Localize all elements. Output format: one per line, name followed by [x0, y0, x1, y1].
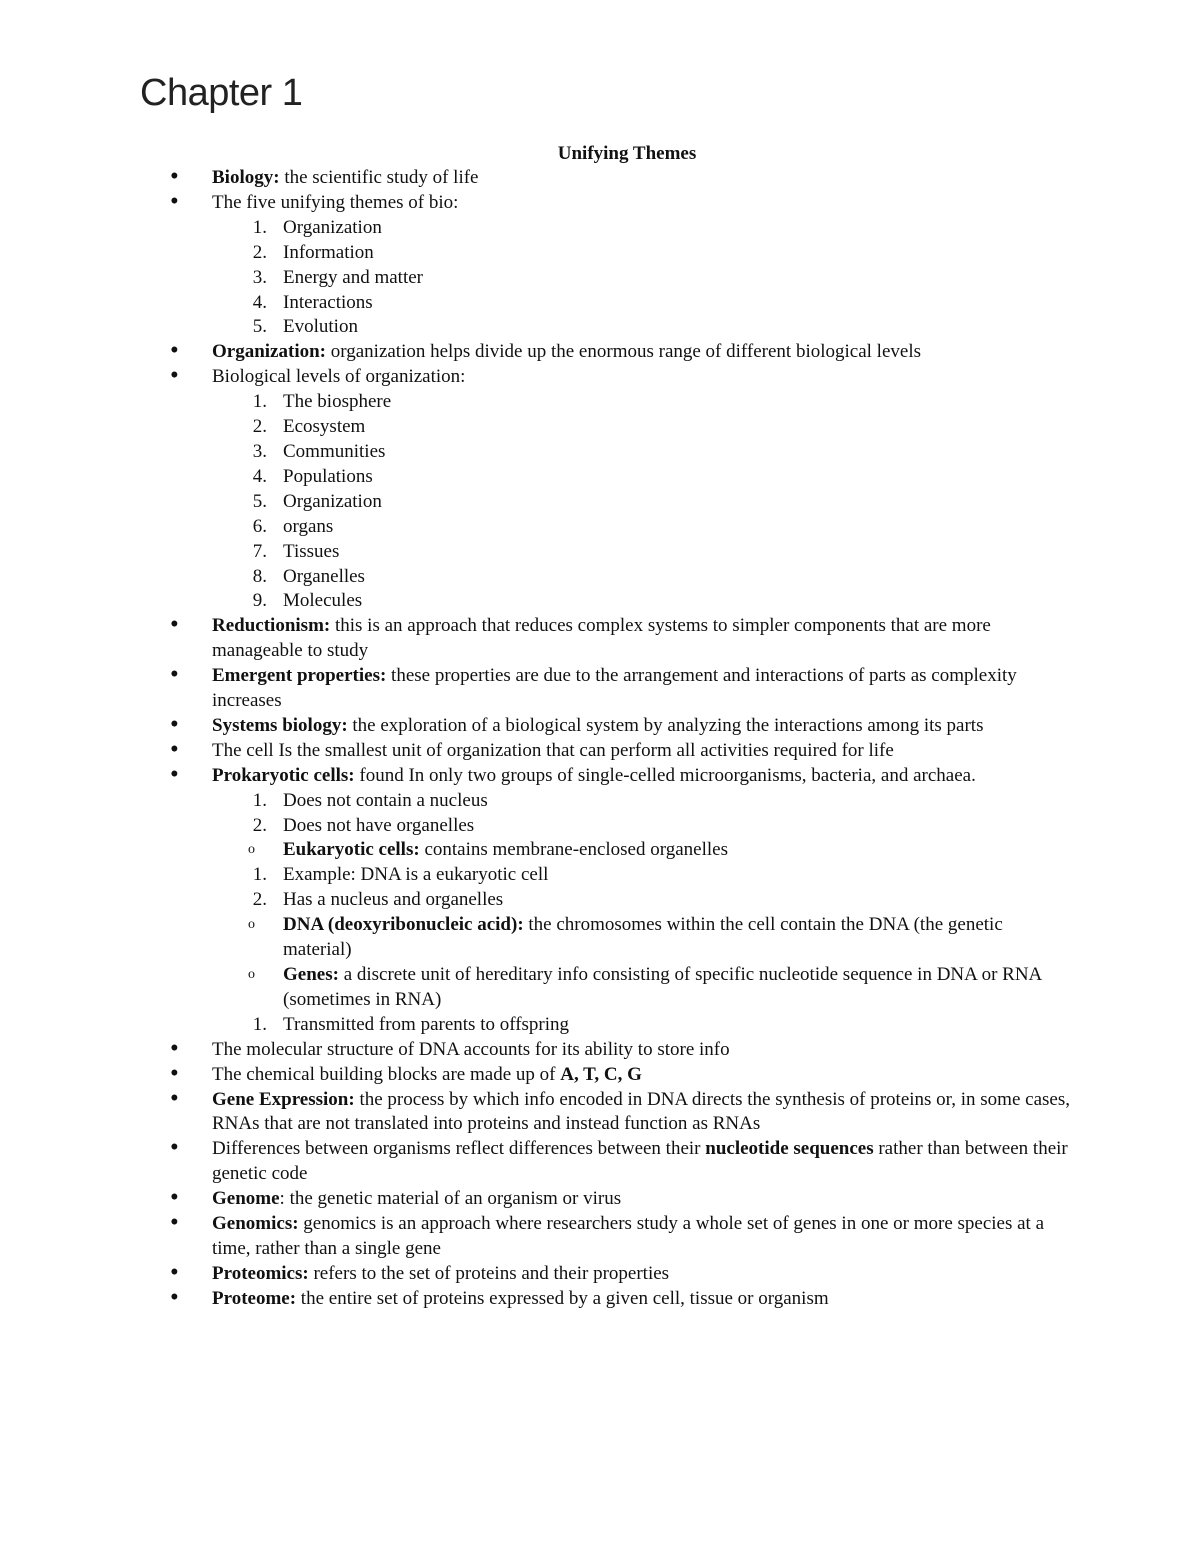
item-term: Genomics: — [212, 1213, 299, 1235]
item-text: Does not contain a nucleus — [283, 789, 488, 811]
item-text: refers to the set of proteins and their properties — [308, 1262, 670, 1284]
item-term: Reductionism: — [212, 615, 331, 637]
item-text: Tissues — [283, 540, 340, 562]
item-text: Biological levels of organization: — [212, 366, 466, 388]
item-text: the scientific study of life — [279, 167, 479, 188]
item-text: The chemical building blocks are made up of — [212, 1063, 561, 1085]
item-term: Genes: — [283, 964, 339, 985]
item-text: organization helps divide up the enormous range of different biological levels — [326, 341, 921, 363]
bullet-item — [0, 1184, 1200, 1212]
bullet-item — [0, 611, 1200, 664]
sub-list-item — [0, 963, 1200, 1013]
sub-list-item — [0, 540, 1200, 565]
bullet-marker: • — [170, 1258, 179, 1286]
bullet-item — [0, 1258, 1200, 1287]
number-marker: 1. — [252, 789, 267, 811]
bullet-item — [0, 1209, 1200, 1262]
bullet-marker: • — [170, 1184, 179, 1212]
item-text: Interactions — [283, 291, 373, 313]
bullet-marker: • — [170, 1209, 179, 1237]
item-text: Ecosystem — [283, 416, 366, 438]
number-marker: 1. — [252, 864, 267, 886]
item-text: a discrete unit of hereditary info consisting of specific nucleotide sequence in DNA or RNA (sometimes in RNA) — [283, 964, 1042, 1010]
item-text: Has a nucleus and organelles — [283, 889, 504, 911]
item-term: Gene Expression: — [212, 1088, 355, 1110]
number-marker: 3. — [252, 266, 267, 288]
item-text: Organization — [283, 490, 382, 512]
notes-list — [0, 163, 1200, 1312]
bullet-item — [0, 1084, 1200, 1138]
item-text: Evolution — [283, 316, 358, 338]
item-term: DNA (deoxyribonucleic acid): — [283, 914, 524, 936]
item-text: Populations — [283, 465, 373, 487]
item-term: Prokaryotic cells: — [212, 764, 355, 786]
sub-list-item — [0, 241, 1200, 266]
item-text: the process by which info encoded in DNA directs the synthesis of proteins or, in some cases, RNAs that are not translated into proteins and instead function as RNAs — [212, 1088, 1070, 1135]
bullet-item — [0, 187, 1200, 216]
number-marker: 5. — [252, 490, 267, 512]
item-text: Communities — [283, 440, 386, 462]
circle-bullet-marker: o — [248, 967, 255, 982]
bullet-item — [0, 1034, 1200, 1063]
item-text: Organelles — [283, 565, 365, 587]
bullet-item — [0, 735, 1200, 764]
number-marker: 3. — [252, 440, 267, 462]
number-marker: 6. — [252, 515, 267, 537]
item-text: these properties are due to the arrangement and interactions of parts as complexity increases — [212, 665, 1017, 712]
number-marker: 1. — [252, 1013, 267, 1035]
sub-list-item — [0, 1013, 1200, 1038]
bullet-marker: • — [170, 337, 179, 365]
sub-list-item — [0, 515, 1200, 540]
section-heading: Unifying Themes — [557, 143, 697, 164]
number-marker: 9. — [252, 590, 267, 612]
bullet-item — [0, 1283, 1200, 1312]
item-text: the entire set of proteins expressed by a given cell, tissue or organism — [296, 1287, 829, 1309]
bullet-marker: • — [170, 1084, 179, 1112]
number-marker: 4. — [252, 291, 267, 313]
bullet-item — [0, 1059, 1200, 1088]
bullet-marker: • — [170, 1034, 179, 1062]
bullet-item — [0, 710, 1200, 739]
item-term: nucleotide sequences — [705, 1138, 874, 1160]
sub-list-item — [0, 266, 1200, 291]
item-term: Biology: — [212, 167, 280, 188]
item-term: A, T, C, G — [560, 1063, 642, 1085]
bullet-marker: • — [170, 1283, 179, 1311]
item-text: Information — [283, 241, 374, 263]
bullet-item — [0, 362, 1200, 390]
bullet-marker: • — [170, 187, 179, 215]
bullet-marker: • — [170, 163, 179, 190]
item-term: Emergent properties: — [212, 665, 387, 687]
sub-list-item — [0, 465, 1200, 490]
item-term: Organization: — [212, 341, 326, 363]
number-marker: 2. — [252, 241, 267, 263]
number-marker: 5. — [252, 316, 267, 338]
bullet-marker: • — [170, 362, 179, 390]
chapter-title: Chapter 1 — [140, 72, 303, 114]
item-term: Systems biology: — [212, 714, 348, 736]
sub-list-item — [0, 415, 1200, 440]
bullet-marker: • — [170, 760, 179, 788]
number-marker: 1. — [252, 216, 267, 238]
number-marker: 4. — [252, 465, 267, 487]
item-text: Molecules — [283, 590, 363, 612]
item-text: The molecular structure of DNA accounts for its ability to store info — [212, 1038, 730, 1060]
item-text: the exploration of a biological system by analyzing the interactions among its parts — [347, 714, 984, 736]
bullet-item — [0, 760, 1200, 789]
sub-list-item — [0, 490, 1200, 515]
sub-list-item — [0, 888, 1200, 913]
bullet-marker: • — [170, 611, 179, 639]
bullet-marker: • — [170, 710, 179, 738]
bullet-marker: • — [170, 1059, 179, 1087]
bullet-item — [0, 661, 1200, 714]
item-text: genomics is an approach where researchers study a whole set of genes in one or more species at a time, rather than a single gene — [212, 1213, 1045, 1259]
item-text: Example: DNA is a eukaryotic cell — [283, 864, 549, 886]
circle-bullet-marker: o — [248, 842, 255, 858]
item-text: Differences between organisms reflect differences between their — [212, 1138, 706, 1160]
sub-list-item — [0, 440, 1200, 465]
sub-list-item — [0, 913, 1200, 963]
item-text: Energy and matter — [283, 266, 423, 288]
sub-list-item — [0, 315, 1200, 340]
item-text: Does not have organelles — [283, 814, 475, 836]
bullet-marker: • — [170, 1134, 179, 1162]
item-text: The five unifying themes of bio: — [212, 191, 459, 213]
bullet-marker: • — [170, 735, 179, 763]
number-marker: 1. — [252, 391, 267, 413]
number-marker: 7. — [252, 540, 267, 562]
item-term: Genome — [212, 1188, 280, 1210]
sub-list-item — [0, 863, 1200, 888]
item-text: The biosphere — [283, 391, 392, 413]
sub-list-item — [0, 565, 1200, 590]
item-text: the chromosomes within the cell contain the DNA (the genetic material) — [283, 914, 1003, 961]
item-text: contains membrane-enclosed organelles — [419, 839, 728, 861]
item-text: organs — [283, 515, 334, 537]
bullet-item — [0, 1134, 1200, 1187]
item-term: Eukaryotic cells: — [283, 839, 420, 861]
item-text: Organization — [283, 216, 382, 238]
sub-list-item — [0, 789, 1200, 814]
sub-list-item — [0, 838, 1200, 863]
sub-list-item — [0, 390, 1200, 415]
sub-list-item — [0, 814, 1200, 839]
number-marker: 2. — [252, 814, 267, 836]
bullet-marker: • — [170, 661, 179, 689]
sub-list-item — [0, 291, 1200, 316]
item-text: this is an approach that reduces complex systems to simpler components that are more manageable to study — [212, 615, 991, 662]
bullet-item — [0, 337, 1200, 365]
item-text: : the genetic material of an organism or virus — [279, 1188, 622, 1210]
item-term: Proteomics: — [212, 1262, 309, 1284]
number-marker: 2. — [252, 889, 267, 911]
number-marker: 2. — [252, 416, 267, 438]
circle-bullet-marker: o — [248, 917, 255, 933]
item-text: The cell Is the smallest unit of organization that can perform all activities required for life — [212, 739, 894, 761]
sub-list-item — [0, 589, 1200, 614]
bullet-item — [0, 163, 1200, 191]
item-text: found In only two groups of single-celled microorganisms, bacteria, and archaea. — [354, 764, 976, 786]
item-text: rather than between their genetic code — [212, 1138, 1068, 1185]
sub-list-item — [0, 216, 1200, 241]
item-text: Transmitted from parents to offspring — [283, 1013, 570, 1035]
number-marker: 8. — [252, 565, 267, 587]
item-term: Proteome: — [212, 1287, 297, 1309]
